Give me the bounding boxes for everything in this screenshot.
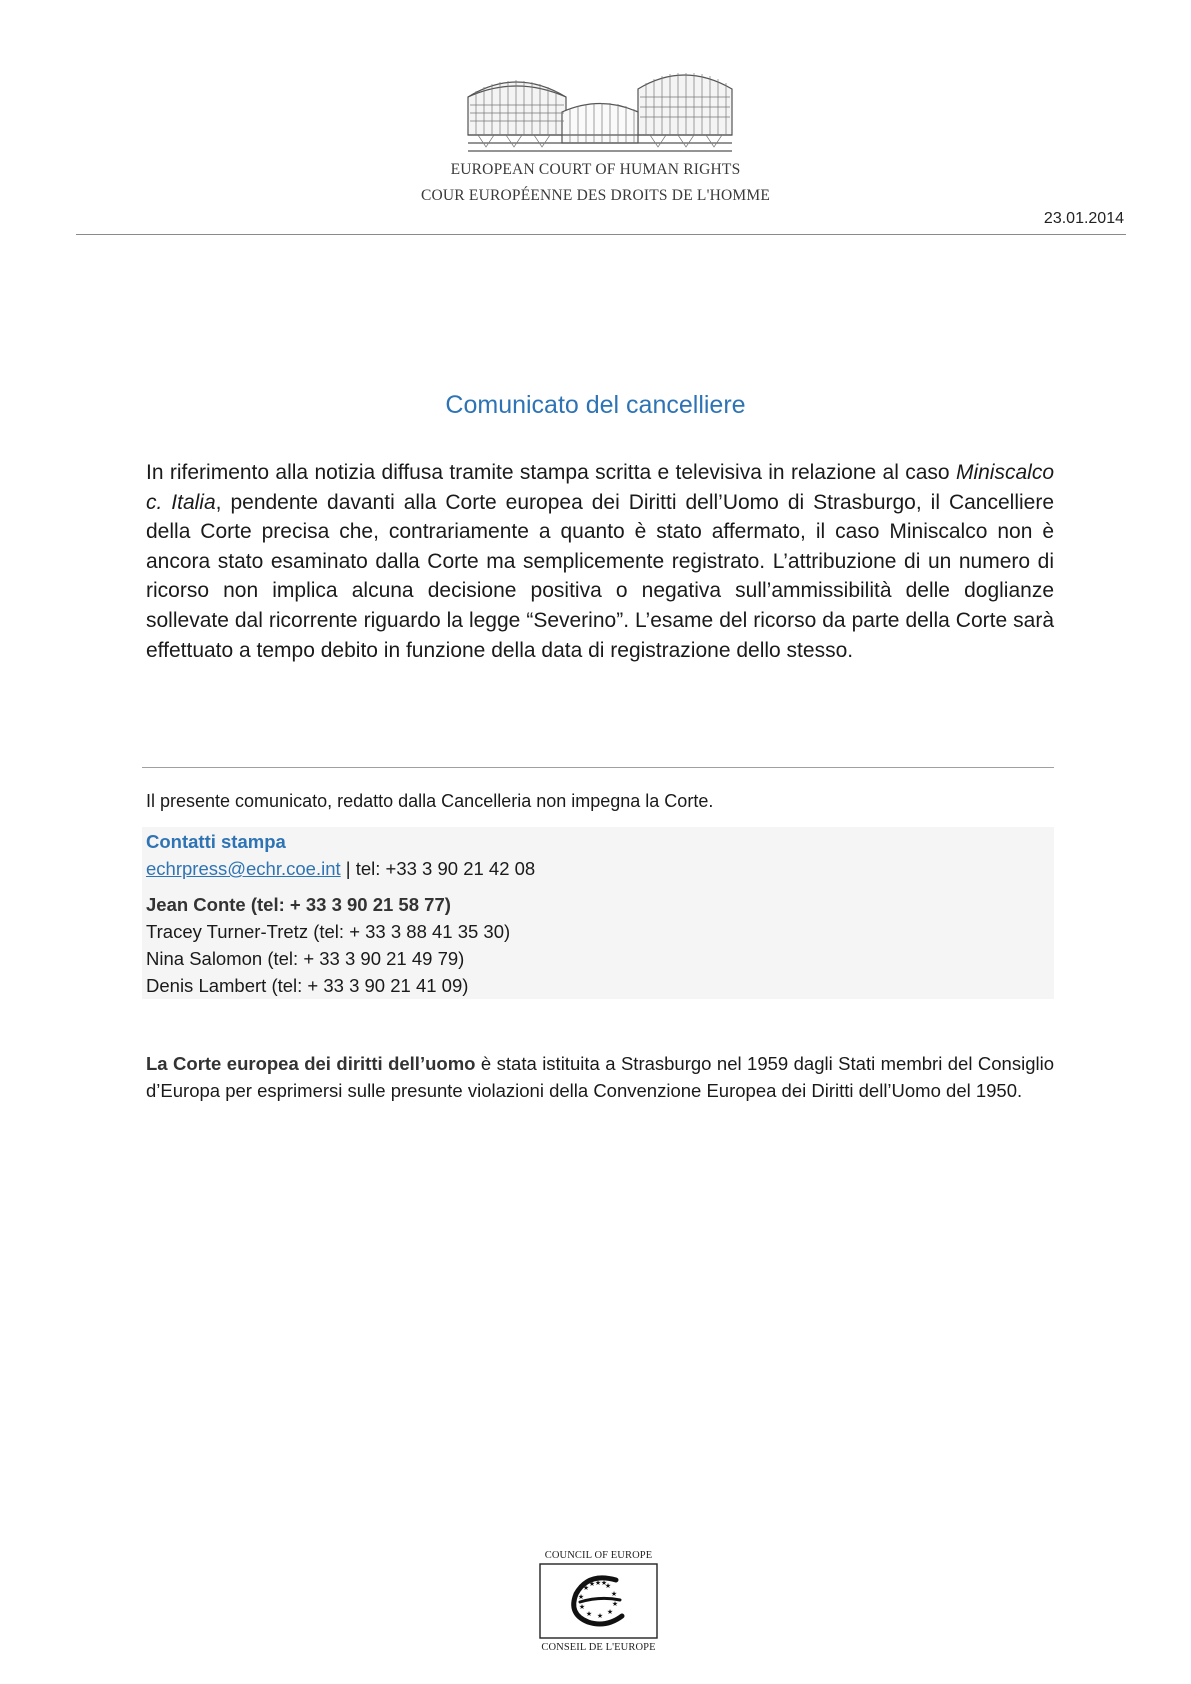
about-court-lead: La Corte europea dei diritti dell’uomo bbox=[146, 1053, 476, 1074]
header-divider bbox=[76, 234, 1126, 235]
contacts-heading: Contatti stampa bbox=[146, 831, 286, 852]
svg-text:★: ★ bbox=[610, 1590, 618, 1598]
court-name-english: EUROPEAN COURT OF HUMAN RIGHTS bbox=[450, 161, 741, 178]
body-text-intro: In riferimento alla notizia diffusa tramite stampa scritta e televisiva in relazione al caso bbox=[146, 461, 956, 484]
contact-person: Nina Salomon (tel: + 33 3 90 21 49 79) bbox=[146, 948, 465, 969]
svg-text:★: ★ bbox=[578, 1603, 586, 1611]
svg-text:★: ★ bbox=[604, 1582, 612, 1590]
contacts-email-line bbox=[146, 858, 535, 880]
court-name-french: COUR EUROPÉENNE DES DROITS DE L'HOMME bbox=[420, 187, 771, 204]
council-name-french: CONSEIL DE L'EUROPE bbox=[541, 1642, 656, 1653]
svg-text:★: ★ bbox=[600, 1579, 608, 1587]
contact-person: Jean Conte (tel: + 33 3 90 21 58 77) bbox=[146, 894, 451, 915]
case-name: Miniscalco c. Italia bbox=[146, 461, 1054, 514]
about-court-paragraph bbox=[146, 1050, 1054, 1104]
court-building-icon bbox=[466, 67, 734, 155]
about-court-text: è stata istituita a Strasburgo nel 1959 dagli Stati membri del Consiglio d’Europa per esprimersi sulle presunte violazioni della Convenzione Europea dei Diritti dell’Uomo del 1950. bbox=[146, 1053, 1054, 1101]
svg-text:★: ★ bbox=[611, 1600, 619, 1608]
press-contacts-box bbox=[142, 827, 1054, 999]
svg-text:★: ★ bbox=[582, 1584, 590, 1592]
svg-text:★: ★ bbox=[594, 1579, 602, 1587]
page-title: Comunicato del cancelliere bbox=[445, 391, 746, 419]
body-paragraph bbox=[146, 458, 1054, 665]
council-name-english: COUNCIL OF EUROPE bbox=[544, 1550, 653, 1561]
press-tel: | tel: +33 3 90 21 42 08 bbox=[340, 858, 536, 879]
svg-text:★: ★ bbox=[606, 1608, 614, 1616]
contact-person: Denis Lambert (tel: + 33 3 90 21 41 09) bbox=[146, 975, 469, 996]
disclaimer-text: Il presente comunicato, redatto dalla Cancelleria non impegna la Corte. bbox=[146, 791, 714, 811]
body-text-main: , pendente davanti alla Corte europea dei Diritti dell’Uomo di Strasburgo, il Cancelliere della Corte precisa che, contrariamente a quanto è stato affermato, il caso Miniscalco non è ancora stato esaminato dalla Corte ma semplicemente registrato. L’attribuzione di un numero di ricorso non implica alcuna decisione positiva o negativa sull’ammissibilità delle doglianze sollevate dal ricorrente riguardo la legge “Severino”. L’esame del ricorso da parte della Corte sarà effettuato a tempo debito in funzione della data di registrazione dello stesso. bbox=[146, 490, 1054, 662]
release-date: 23.01.2014 bbox=[1043, 210, 1124, 227]
svg-text:★: ★ bbox=[577, 1593, 585, 1601]
contact-person: Tracey Turner-Tretz (tel: + 33 3 88 41 35 30) bbox=[146, 921, 511, 942]
body-divider bbox=[142, 767, 1054, 768]
press-email-link[interactable]: echrpress@echr.coe.int bbox=[146, 858, 341, 879]
svg-text:★: ★ bbox=[596, 1612, 604, 1620]
svg-text:★: ★ bbox=[585, 1610, 593, 1618]
svg-text:★: ★ bbox=[588, 1580, 596, 1588]
council-of-europe-logo-icon bbox=[536, 1550, 661, 1654]
